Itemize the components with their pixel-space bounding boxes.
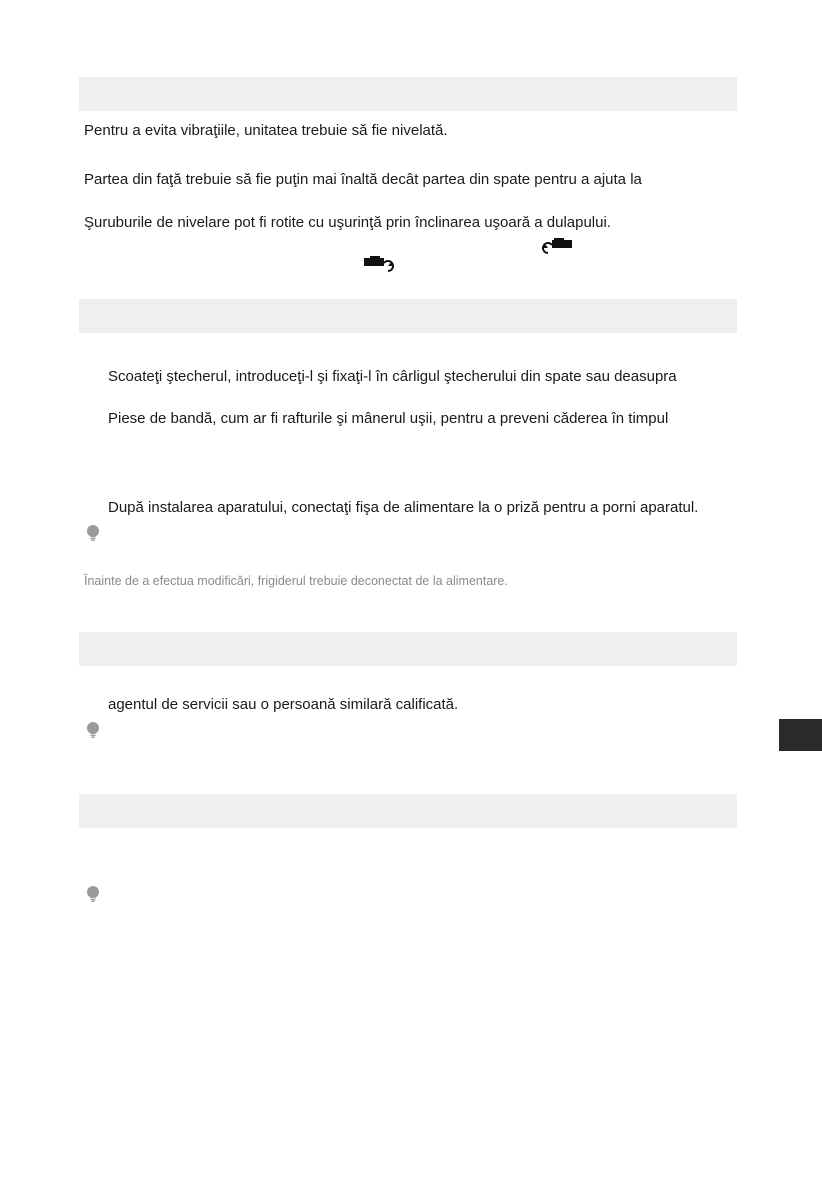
rotate-left-icon <box>540 238 574 256</box>
page-side-tab <box>779 719 822 751</box>
installation-note: Înainte de a efectua modificări, frigiderul trebuie deconectat de la alimentare. <box>84 574 508 588</box>
leveling-text-3: Şuruburile de nivelare pot fi rotite cu uşurinţă prin înclinarea uşoară a dulapului. <box>84 214 611 231</box>
section-header-band-4 <box>79 794 737 828</box>
lightbulb-icon <box>86 525 100 541</box>
installation-text-3: După instalarea aparatului, conectaţi fişa de alimentare la o priză pentru a porni aparatul. <box>108 499 699 516</box>
section-header-band-3 <box>79 632 737 666</box>
section-header-band-2 <box>79 299 737 333</box>
installation-text-2: Piese de bandă, cum ar fi rafturile şi mânerul uşii, pentru a preveni căderea în timpul <box>108 410 669 427</box>
installation-text-1: Scoateţi ştecherul, introduceţi-l şi fixaţi-l în cârligul ştecherului din spate sau deasupra <box>108 368 677 385</box>
rotate-right-icon <box>362 256 396 274</box>
lightbulb-icon <box>86 886 100 902</box>
leveling-text-2: Partea din faţă trebuie să fie puţin mai înaltă decât partea din spate pentru a ajuta la <box>84 171 642 188</box>
section-header-band-1 <box>79 77 737 111</box>
leveling-text-1: Pentru a evita vibraţiile, unitatea trebuie să fie nivelată. <box>84 122 448 139</box>
service-text-1: agentul de servicii sau o persoană similară calificată. <box>108 696 459 713</box>
lightbulb-icon <box>86 722 100 738</box>
